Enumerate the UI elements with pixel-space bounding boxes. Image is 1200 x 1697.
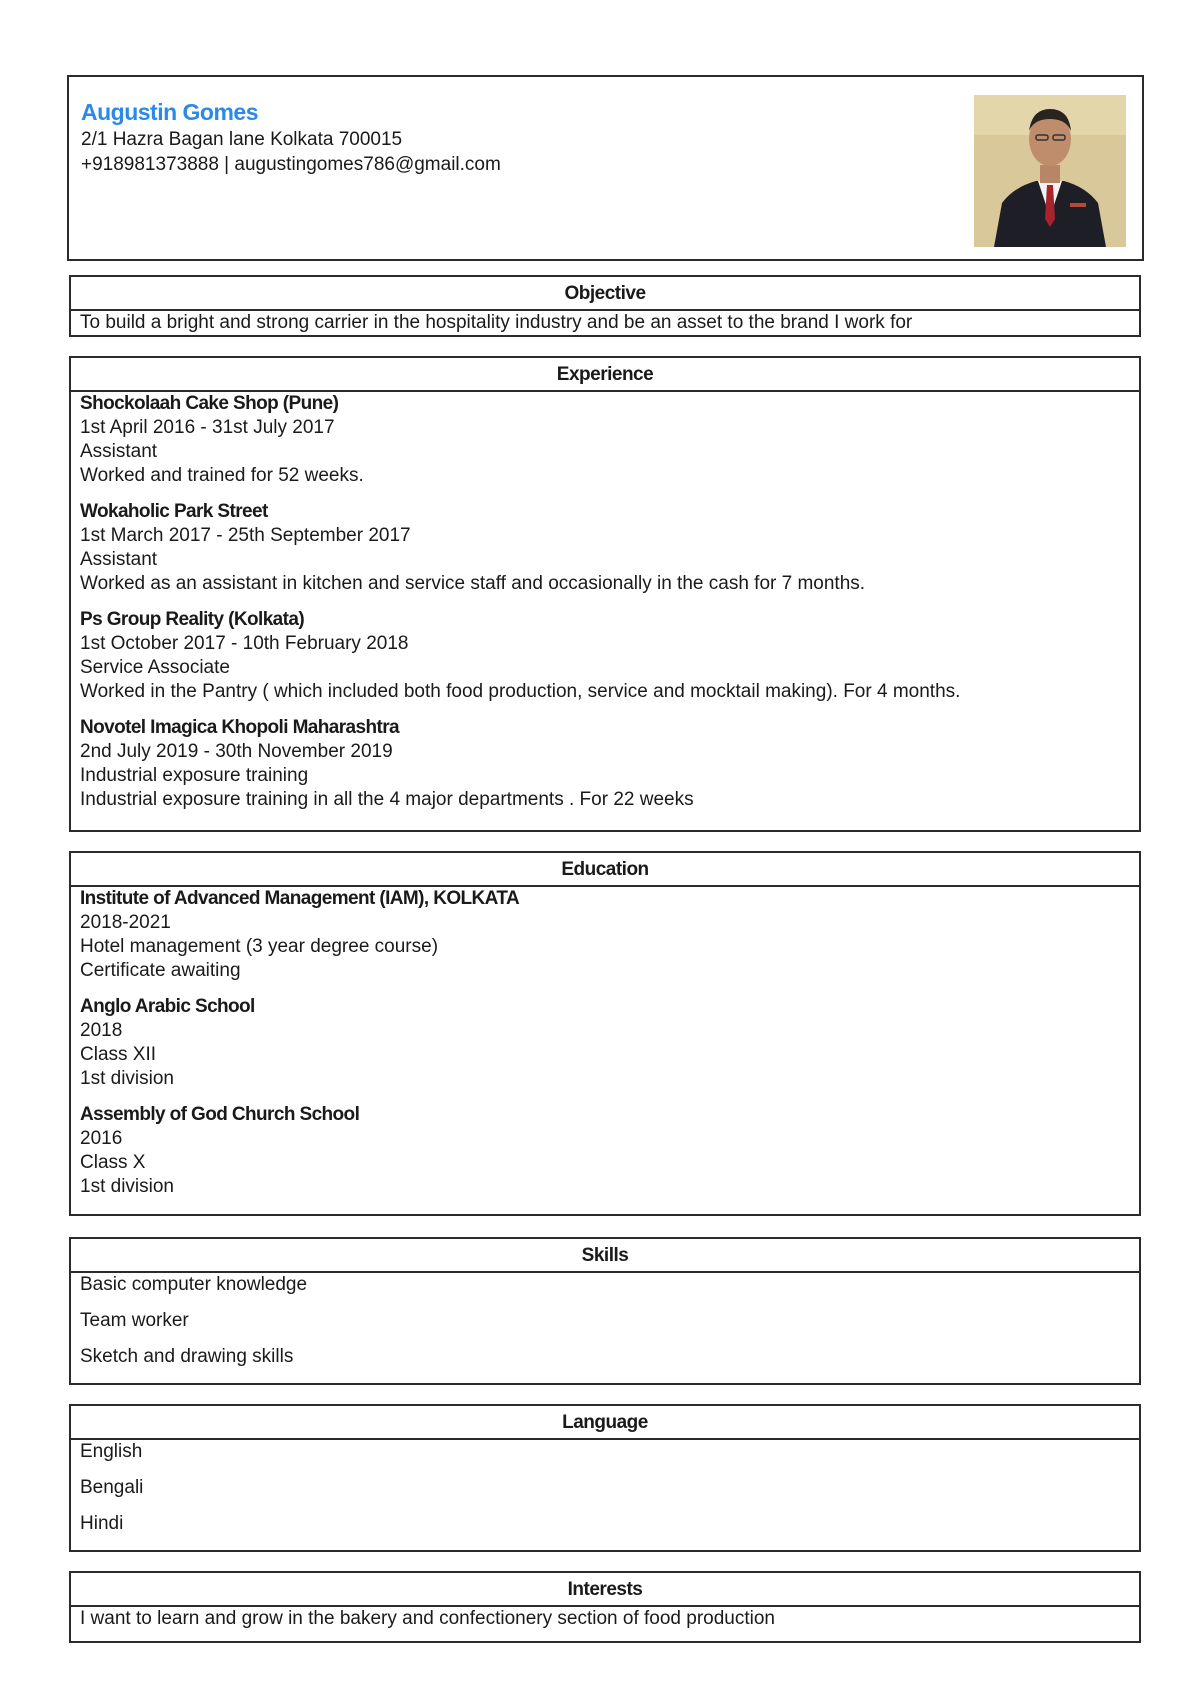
- education-course: Hotel management (3 year degree course): [80, 936, 439, 957]
- objective-section: [69, 275, 1141, 337]
- address: 2/1 Hazra Bagan lane Kolkata 700015: [81, 129, 403, 150]
- job-description: Worked and trained for 52 weeks.: [80, 465, 364, 486]
- experience-entry: [80, 608, 1130, 704]
- education-year: 2018-2021: [80, 912, 171, 933]
- job-role: Assistant: [80, 441, 158, 462]
- job-role: Assistant: [80, 549, 158, 570]
- education-course: Class X: [80, 1152, 146, 1173]
- education-section: [69, 851, 1141, 1216]
- education-year: 2016: [80, 1128, 123, 1149]
- skills-list: [71, 1273, 1139, 1371]
- institution-name: Institute of Advanced Management (IAM), KOLKATA: [80, 888, 520, 909]
- employment-dates: 1st March 2017 - 25th September 2017: [80, 525, 411, 546]
- candidate-name: Augustin Gomes: [81, 99, 259, 125]
- language-item: English: [80, 1441, 143, 1462]
- section-title: Interests: [71, 1573, 1139, 1607]
- job-role: Service Associate: [80, 657, 230, 678]
- language-list: [71, 1440, 1139, 1538]
- section-title: Education: [71, 853, 1139, 887]
- language-section: [69, 1404, 1141, 1552]
- education-result: 1st division: [80, 1068, 174, 1089]
- objective-text: [71, 311, 1139, 335]
- education-entry: [80, 887, 1130, 983]
- experience-section: [69, 356, 1141, 832]
- language-item: Bengali: [80, 1477, 144, 1498]
- language-item: Hindi: [80, 1513, 124, 1534]
- employer-name: Wokaholic Park Street: [80, 501, 268, 522]
- profile-photo: [974, 95, 1126, 247]
- experience-list: [71, 392, 1139, 812]
- section-title: Skills: [71, 1239, 1139, 1273]
- interests-section: [69, 1571, 1141, 1643]
- employment-dates: 1st April 2016 - 31st July 2017: [80, 417, 335, 438]
- education-result: Certificate awaiting: [80, 960, 241, 981]
- employer-name: Ps Group Reality (Kolkata): [80, 609, 305, 630]
- skill-item: Sketch and drawing skills: [80, 1346, 294, 1367]
- header-box: [67, 75, 1144, 261]
- employer-name: Shockolaah Cake Shop (Pune): [80, 393, 339, 414]
- job-description: Industrial exposure training in all the 4 major departments . For 22 weeks: [80, 789, 694, 810]
- job-description: Worked in the Pantry ( which included both food production, service and mocktail making). For 4 months.: [80, 681, 961, 702]
- education-course: Class XII: [80, 1044, 157, 1065]
- section-title: Experience: [71, 358, 1139, 392]
- job-description: Worked as an assistant in kitchen and service staff and occasionally in the cash for 7 months.: [80, 573, 866, 594]
- section-title: Language: [71, 1406, 1139, 1440]
- experience-entry: [80, 716, 1130, 812]
- objective-line: To build a bright and strong carrier in the hospitality industry and be an asset to the brand I work for: [80, 312, 913, 333]
- education-list: [71, 887, 1139, 1199]
- skill-item: Team worker: [80, 1310, 189, 1331]
- interests-text: [71, 1607, 1139, 1631]
- institution-name: Assembly of God Church School: [80, 1104, 360, 1125]
- skills-section: [69, 1237, 1141, 1385]
- education-year: 2018: [80, 1020, 123, 1041]
- employment-dates: 1st October 2017 - 10th February 2018: [80, 633, 409, 654]
- institution-name: Anglo Arabic School: [80, 996, 255, 1017]
- contact-info: +918981373888 | augustingomes786@gmail.com: [81, 154, 501, 175]
- skill-item: Basic computer knowledge: [80, 1274, 308, 1295]
- experience-entry: [80, 500, 1130, 596]
- education-entry: [80, 1103, 1130, 1199]
- job-role: Industrial exposure training: [80, 765, 309, 786]
- education-entry: [80, 995, 1130, 1091]
- education-result: 1st division: [80, 1176, 174, 1197]
- interests-line: I want to learn and grow in the bakery and confectionery section of food production: [80, 1608, 775, 1629]
- employer-name: Novotel Imagica Khopoli Maharashtra: [80, 717, 399, 738]
- section-title: Objective: [71, 277, 1139, 311]
- employment-dates: 2nd July 2019 - 30th November 2019: [80, 741, 393, 762]
- experience-entry: [80, 392, 1130, 488]
